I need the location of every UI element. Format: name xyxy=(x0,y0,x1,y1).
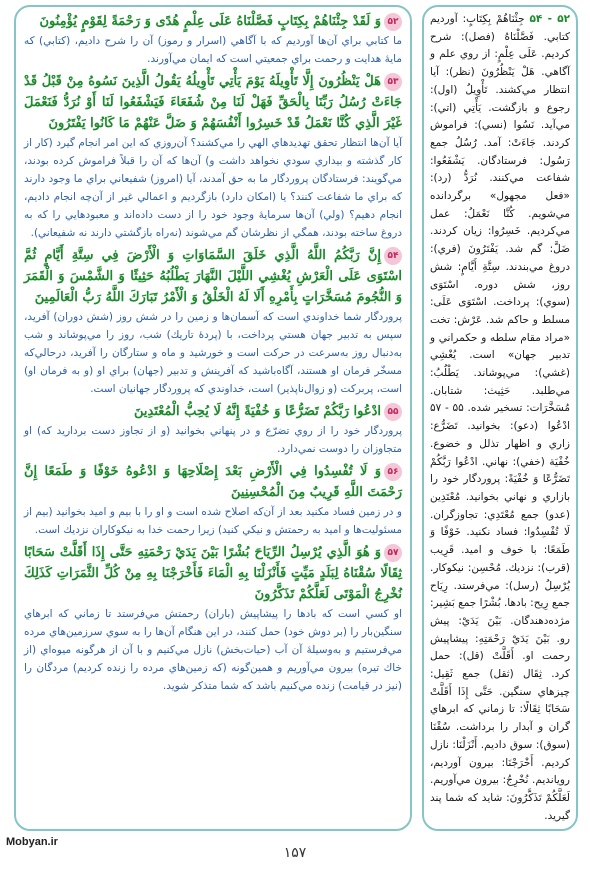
ayah-arabic: وَ لَقَدْ جِئْنَاهُمْ بِكِتَابٍ فَصَّلْنَاهُ عَلَى عِلْمٍ هُدًى وَ رَحْمَةً لِقَوْمٍ يُؤْمِنُونَ xyxy=(39,14,381,29)
ayah-text xyxy=(24,401,402,422)
ayah-text xyxy=(24,71,402,134)
verse-translation: پروردگار شما خداوندي است كه آسمان‌ها و زمين را در شش روز (شش دوران) آفريد، سپس به تدبير جهان هستي پرداخت، با (پردۀ تاريك) شب، روز را مي‌پوشاند و شب به‌دنبال روز به‌سرعت در حركت است و خورشيد و ماه و ستارگان را آفريد، درحالي‌كه مسخّر فرمان او هستند، آگاه‌باشيد كه آفرينش و تدبير (جهان) براي او (و به فرمان او) است، پربركت (و زوال‌ناپذير) است، خداوندي كه پروردگار جهانيان است. xyxy=(24,311,402,395)
glossary-text xyxy=(430,11,570,825)
glossary-heading: ۵۲ - ۵۴ xyxy=(529,13,571,25)
verses-panel xyxy=(14,5,412,831)
verse-block xyxy=(24,542,402,695)
ayah-arabic: إِنَّ رَبَّكُمُ اللَّهُ الَّذِي خَلَقَ السَّمَاوَاتِ وَ الْأَرْضَ فِي سِتَّةِ أَيَّامٍ ثُمَّ اسْتَوَى عَلَى الْعَرْشِ يُغْشِي اللَّيْلَ النَّهَارَ يَطْلُبُهُ حَثِيثًا وَ الشَّمْسَ وَ الْقَمَرَ وَ النُّجُومَ مُسَخَّرَاتٍ بِأَمْرِهِ أَلَا لَهُ الْخَلْقُ وَ الْأَمْرُ تَبَارَكَ اللَّهُ رَبُّ الْعَالَمِينَ xyxy=(24,248,402,305)
site-watermark: Mobyan.ir xyxy=(6,836,58,848)
ayah-text xyxy=(24,542,402,605)
verse-translation: او كسي است كه بادها را پيشاپيش (باران) رحمتش مي‌فرستد تا زماني كه ابرهاي سنگين‌بار را (بر دوش خود) حمل كنند، در اين هنگام آن‌ها را به سوي سرزمين‌هاي مرده مي‌فرستيم و به‌وسيلۀ آن آب (حيات‌بخش) نازل مي‌كنيم و با آن از هرگونه ميوه‌اي (از خاك تيره) بيرون مي‌آوريم و همين‌گونه (كه زمين‌هاي مرده را زنده كرديم) مردگان را (نيز در قيامت) زنده مي‌كنيم باشد كه شما متذكر شويد. xyxy=(24,608,402,692)
verse-block xyxy=(24,11,402,68)
verse-block xyxy=(24,71,402,242)
ayah-arabic: هَلْ يَنْظُرُونَ إِلَّا تَأْوِيلَهُ يَوْمَ يَأْتِي تَأْوِيلُهُ يَقُولُ الَّذِينَ نَسُوهُ مِنْ قَبْلُ قَدْ جَاءَتْ رُسُلُ رَبِّنَا بِالْحَقِّ فَهَلْ لَنَا مِنْ شُفَعَاءَ فَيَشْفَعُوا لَنَا أَوْ نُرَدُّ فَنَعْمَلَ غَيْرَ الَّذِي كُنَّا نَعْمَلُ قَدْ خَسِرُوا أَنْفُسَهُمْ وَ ضَلَّ عَنْهُمْ مَا كَانُوا يَفْتَرُونَ xyxy=(24,74,402,131)
verse-number-badge: ۵۴ xyxy=(384,247,402,265)
verse-number-badge: ۵۲ xyxy=(384,13,402,31)
verse-block xyxy=(24,245,402,398)
ayah-arabic: ادْعُوا رَبَّكُمْ تَضَرُّعًا وَ خُفْيَةً إِنَّهُ لَا يُحِبُّ الْمُعْتَدِينَ xyxy=(134,404,381,419)
verse-block xyxy=(24,461,402,539)
verse-translation: ما كتابي براي آن‌ها آورديم كه با آگاهي (اسرار و رموز) آن را شرح داديم، (كتابي) كه مايۀ هدايت و رحمت براي جمعيتي است كه ايمان مي‌آورند. xyxy=(24,35,402,65)
ayah-text xyxy=(24,11,402,32)
ayah-text xyxy=(24,245,402,308)
ayah-text xyxy=(24,461,402,503)
page-number: ۱۵۷ xyxy=(283,845,307,861)
ayah-arabic: وَ هُوَ الَّذِي يُرْسِلُ الرِّيَاحَ بُشْرًا بَيْنَ يَدَيْ رَحْمَتِهِ حَتَّى إِذَا أَقَلَّتْ سَحَابًا ثِقَالًا سُقْنَاهُ لِبَلَدٍ مَيِّتٍ فَأَنْزَلْنَا بِهِ الْمَاءَ فَأَخْرَجْنَا بِهِ مِنْ كُلِّ الثَّمَرَاتِ كَذَلِكَ نُخْرِجُ الْمَوْتَى لَعَلَّكُمْ تَذَكَّرُونَ xyxy=(24,545,402,602)
verse-translation: آيا آن‌ها انتظار تحقق تهديدهاي الهي را مي‌كشند؟ آن‌روزي كه اين امر انجام گيرد (كار از كار گذشته و بيداري سودي نخواهد داشت و) آن‌ها كه آن را قبلاً فراموش كرده بودند، مي‌گويند: فرستادگان پروردگار ما به حق آمدند، آيا (امروز) شفيعاني براي ما وجود دارند كه براي ما شفاعت كنند؟ يا (امكان دارد) بازگرديم و اعمالي غير از آن‌چه انجام داديم، انجام دهيم؟ (ولي) آن‌ها سرمايۀ وجود خود را از دست داده‌اند و معبودهايي را كه به دروغ ساخته بودند، همگي از نظرشان گم مي‌شوند (نه‌راه بازگشتي دارند نه شفيعاني). xyxy=(24,137,402,239)
glossary-entries: جِئْنَاهُمْ بِكِتَابٍ: آورديم كتابي. فَصَّلْنَاهُ (فصل): شرح كرديم. عَلَى عِلْمٍ: از روي علم و آگاهي. هَلْ يَنْظُرُونَ (نظر): آيا انتظار مي‌كشند. تَأْوِيلُ (اول): رجوع و بازگشت. يَأْتِي (اتي): مي‌آيد. نَسُوا (نسي): فراموش كردند. جَاءَتْ: آمد. رُسُلُ جمع رَسُول: فرستادگان. يَشْفَعُوا: شفاعت مي‌كنند. نُرَدُّ (رد): «فعل مجهول» برگردانده مي‌شويم. كُنَّا نَعْمَلُ: عمل مي‌كرديم. خَسِرُوا: زيان كردند. ضَلَّ: گم شد. يَفْتَرُونَ (فري): دروغ مي‌بندند. سِتَّةِ أَيَّامٍ: شش روز، شش دوره. اسْتَوَى (سوي): پرداخت. اسْتَوَى عَلَى: مسلط و حاكم شد. عَرْش: تخت «مراد مقام سلطه و حكمراني و تدبير جهان» است. يُغْشِي (غشي): مي‌پوشاند. يَطْلُبُ: مي‌طلبد. حَثِيث: شتابان. مُسَخَّرَات: تسخير شده. ۵۵ - ۵۷ ادْعُوا (دعو): بخوانيد. تَضَرُّع: زاري و اظهار تذلل و خضوع. خُفْيَة (خفي): نهاني. ادْعُوا رَبَّكُمْ تَضَرُّعًا وَ خُفْيَةً: پروردگار خود را بازاري و نهاني بخوانيد. مُعْتَدِين (عدو) جمع مُعْتَدِي: تجاوزگران. لَا تُفْسِدُوا: فساد نكنيد. خَوْفًا وَ طَمَعًا: با خوف و اميد. قَرِيب (قرب): نزديك. مُحْسِن: نيكوكار. يُرْسِلُ (رسل): مي‌فرستد. رِيَاح جمع رِيح: بادها. بُشْرًا جمع بَشِير: مژده‌دهندگان. بَيْنَ يَدَيْ: پيش رو. بَيْنَ يَدَيْ رَحْمَتِهِ: پيشاپيش رحمت او. أَقَلَّتْ (قل): حمل كرد. ثِقَال (ثقل) جمع ثَقِيل: چيزهاي سنگين. حَتَّى إِذَا أَقَلَّتْ سَحَابًا ثِقَالًا: تا زماني كه ابرهاي گران و آبدار را برداشت. سُقْنَا (سوق): سوق داديم. أَنْزَلْنَا: نازل كرديم. أَخْرَجْنَا: بيرون آورديم، رويانديم. نُخْرِجُ: بيرون مي‌آوريم. لَعَلَّكُمْ تَذَكَّرُونَ: شايد كه شما پند گيريد. xyxy=(430,13,570,822)
verse-number-badge: ۵۷ xyxy=(384,544,402,562)
verse-number-badge: ۵۵ xyxy=(384,403,402,421)
verse-block xyxy=(24,401,402,458)
verse-translation: و در زمين فساد مكنيد بعد از آن‌كه اصلاح شده است و او را با بيم و اميد بخوانيد (بيم از مسئوليت‌ها و اميد به رحمتش و نيكي كنيد) زيرا رحمت خدا به نيكوكاران نزديك است. xyxy=(24,506,402,536)
glossary-panel xyxy=(422,5,578,831)
verse-number-badge: ۵۳ xyxy=(384,73,402,91)
verse-number-badge: ۵۶ xyxy=(384,463,402,481)
ayah-arabic: وَ لَا تُفْسِدُوا فِي الْأَرْضِ بَعْدَ إِصْلَاحِهَا وَ ادْعُوهُ خَوْفًا وَ طَمَعًا إِنَّ رَحْمَتَ اللَّهِ قَرِيبٌ مِنَ الْمُحْسِنِينَ xyxy=(24,464,402,500)
verse-translation: پروردگار خود را از روي تضرّع و در پنهاني بخوانيد (و از تجاوز دست برداريد كه) او متجاوزان را دوست نمي‌دارد. xyxy=(24,425,402,455)
